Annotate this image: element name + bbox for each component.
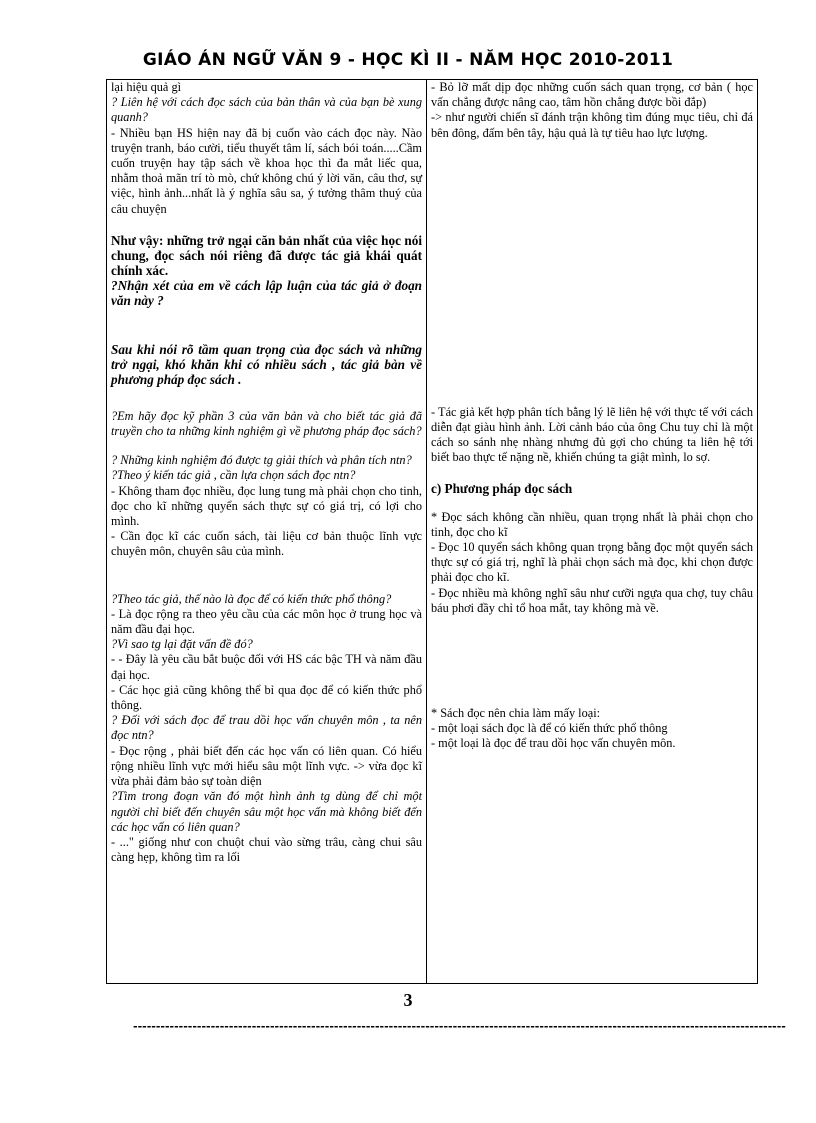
spacer bbox=[111, 217, 422, 233]
answer: - Các học giả cũng không thể bỉ qua đọc để có kiến thức phổ thông. bbox=[111, 682, 422, 713]
spacer bbox=[111, 439, 422, 453]
question: ?Em hãy đọc kỹ phần 3 của văn bản và cho biết tác giả đã truyền cho ta những kinh nghiệm gì về phương pháp đọc sách? bbox=[111, 408, 422, 439]
question: ?Tìm trong đoạn văn đó một hình ảnh tg dùng để chỉ một người chỉ biết đến chuyên sâu một học vấn mà không biết đến các học vấn có liên quan? bbox=[111, 789, 422, 834]
text-block: * Sách đọc nên chia làm mấy loại: bbox=[431, 706, 601, 721]
spacer bbox=[111, 560, 422, 592]
section-heading: c) Phương pháp đọc sách bbox=[431, 480, 573, 496]
text-block: - Đọc 10 quyển sách không quan trọng bằng đọc một quyển sách thực sự có giá trị, nghĩ là phải chọn sách mà đọc, khi chọn được phải đọc cho kĩ. bbox=[431, 540, 753, 585]
spacer bbox=[431, 141, 753, 405]
text-block: - Đọc nhiều mà không nghĩ sâu như cưỡi ngựa qua chợ, tuy châu báu phơi đầy chỉ tổ hoa mắt, tay không mà về. bbox=[431, 585, 753, 615]
column-divider bbox=[426, 80, 427, 983]
lesson-table bbox=[106, 79, 758, 984]
conclusion-bold: Như vậy: những trở ngại căn bản nhất của việc học nói chung, đọc sách nói riêng đã được tác giả khái quát chính xác. bbox=[111, 232, 422, 278]
text-block: - một loại là đọc để trau dồi học vấn chuyên môn. bbox=[431, 736, 676, 751]
footer-separator: ----------------------------------------------------------------------------------------------------------------------------------------------- bbox=[133, 1020, 786, 1033]
answer: - Nhiều bạn HS hiện nay đã bị cuốn vào cách đọc này. Nào truyện tranh, báo cười, tiểu thuyết tâm lí, sách bói toán.....Cầm cuốn truyện hay tập sách về khoa học thì đa mắt liếc qua, nhằm thoả mãn trí tò mò, chứ không chú ý lời văn, câu thơ, sự việc, hình ảnh...nhất là ý nghĩa sâu sa, ý tưởng thâm thuý của câu chuyện bbox=[111, 125, 422, 216]
spacer bbox=[431, 466, 753, 481]
question-bold: ?Nhận xét của em về cách lập luận của tác giả ở đoạn văn này ? bbox=[111, 277, 422, 308]
text-block: - một loại sách đọc là để có kiến thức phổ thông bbox=[431, 721, 668, 736]
question: ?Vì sao tg lại đặt vấn đề đó? bbox=[111, 637, 253, 652]
spacer bbox=[111, 387, 422, 409]
right-column bbox=[431, 80, 753, 752]
question: ? Đối với sách đọc để trau dồi học vấn chuyên môn , ta nên đọc ntn? bbox=[111, 713, 422, 743]
spacer bbox=[111, 308, 422, 342]
question: ? Liên hệ với cách đọc sách của bản thân và của bạn bè xung quanh? bbox=[111, 95, 422, 125]
question: ?Theo tác giả, thế nào là đọc để có kiến thức phổ thông? bbox=[111, 591, 392, 606]
left-column bbox=[111, 80, 422, 865]
spacer bbox=[431, 496, 753, 510]
question: ? Những kinh nghiệm đó được tg giải thích và phân tích ntn? bbox=[111, 453, 412, 468]
answer: - ..." giống như con chuột chui vào sừng trâu, càng chui sâu càng hẹp, không tìm ra lối bbox=[111, 834, 422, 865]
transition-bold: Sau khi nói rõ tầm quan trọng của đọc sách và những trở ngại, khó khăn khi có nhiều sách , tác giả bàn về phương pháp đọc sách . bbox=[111, 341, 422, 387]
answer: - Là đọc rộng ra theo yêu cầu của các môn học ở trung học và năm đầu đại học. bbox=[111, 606, 422, 637]
page-header-title: GIÁO ÁN NGỮ VĂN 9 - HỌC KÌ II - NĂM HỌC 2010-2011 bbox=[142, 50, 674, 70]
answer: - Đọc rộng , phải biết đến các học vấn có liên quan. Có hiểu rộng nhiều lĩnh vực mới hiểu sâu một lĩnh vực. -> vừa đọc kĩ vừa phải đảm bảo sự toàn diện bbox=[111, 743, 422, 789]
answer: - Cần đọc kĩ các cuốn sách, tài liệu cơ bản thuộc lĩnh vực chuyên môn, chuyên sâu của mình. bbox=[111, 529, 422, 559]
spacer bbox=[431, 616, 753, 706]
text-block: -> như người chiến sĩ đánh trận không tìm đúng mục tiêu, chỉ đá bên đông, đấm bên tây, hậu quả là tự tiêu hao lực lượng. bbox=[431, 110, 753, 140]
text-block: * Đọc sách không cần nhiều, quan trọng nhất là phải chọn cho tinh, đọc cho kĩ bbox=[431, 509, 753, 539]
answer: - - Đây là yêu cầu bắt buộc đối với HS các bậc TH và năm đầu đại học. bbox=[111, 652, 422, 682]
question: ?Theo ý kiến tác giả , cần lựa chọn sách đọc ntn? bbox=[111, 468, 356, 483]
page-number: 3 bbox=[403, 990, 413, 1010]
text-block: - Bỏ lỡ mất dịp đọc những cuốn sách quan trọng, cơ bản ( học vấn chẳng được nâng cao, tâm hồn chẳng được bồi đắp) bbox=[431, 80, 753, 110]
answer: - Không tham đọc nhiều, đọc lung tung mà phải chọn cho tinh, đọc cho kĩ những quyển sách thực sự có giá trị, có lợi cho mình. bbox=[111, 483, 422, 529]
text-line: lại hiệu quả gì bbox=[111, 80, 182, 94]
text-block: - Tác giả kết hợp phân tích bằng lý lẽ liên hệ với thực tế với cách diễn đạt giàu hình ảnh. Lời cảnh báo của ông Chu tuy chỉ là một cách so sánh nhẹ nhàng nhưng đủ gợi cho chúng ta liên hệ tới biết bao thực tế nặng nề, khiến chúng ta giật mình, lo sợ. bbox=[431, 404, 753, 465]
